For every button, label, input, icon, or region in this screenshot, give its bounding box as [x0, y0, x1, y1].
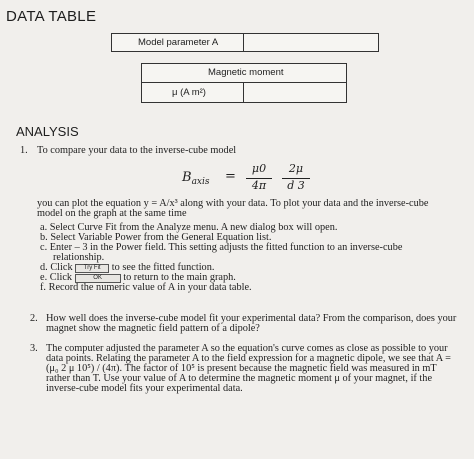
q1-para-line1: you can plot the equation y = A/x³ along with your data. To plot your data and the inverse-cube [37, 198, 429, 209]
analysis-heading: ANALYSIS [16, 124, 79, 139]
eq-lhs: $B_{axis}$ [182, 170, 210, 187]
magnetic-moment-label-cell [142, 83, 244, 102]
step-letter: d. [40, 262, 48, 273]
q2-line1: How well does the inverse-cube model fit your experimental data? From the comparison, does your [46, 313, 457, 324]
magnetic-moment-value-cell[interactable] [244, 83, 346, 102]
q1-para-line2: model on the graph at the same time [37, 208, 187, 219]
step-letter: b. [40, 232, 48, 243]
q3-line1: The computer adjusted the parameter A so the equation's curve comes as close as possible to your [46, 343, 448, 354]
model-parameter-label-cell [112, 34, 244, 51]
step-text: Select Variable Power from the General Equation list. [50, 232, 272, 243]
step-text: Select Curve Fit from the Analyze menu. A new dialog box will open. [49, 222, 338, 233]
step-text: relationship. [53, 252, 105, 263]
try-fit-button[interactable]: Try Fit [75, 264, 109, 273]
b-axis-equation [180, 160, 330, 196]
q1-text: To compare your data to the inverse-cube model [37, 145, 237, 156]
q1-number: 1. [20, 145, 28, 156]
step-letter: f. [40, 282, 47, 293]
eq-den1: 4π [251, 179, 267, 192]
step-text: Enter – 3 in the Power field. This setting adjusts the fitted function to an inverse-cube [49, 242, 403, 253]
q2-number: 2. [30, 313, 38, 324]
step-pre: Click [49, 272, 73, 283]
eq-equals: = [225, 169, 236, 184]
q3-line5: inverse-cube model fits your experimental data. [46, 383, 243, 394]
q3-line4: rather than T. Use your value of A to determine the magnetic moment μ of your magnet, if the [46, 373, 433, 384]
magnetic-moment-header: Magnetic moment [208, 67, 284, 78]
magnetic-moment-label: μ (A m²) [172, 87, 206, 98]
eq-lhs-sub: axis [191, 177, 210, 187]
step-text: to see the fitted function. [111, 262, 215, 273]
magnetic-moment-data-row [142, 83, 346, 102]
q1-step-f [40, 283, 252, 294]
magnetic-moment-header-row [142, 64, 346, 83]
q3-number: 3. [30, 343, 38, 354]
magnetic-moment-table [141, 63, 347, 103]
step-text: to return to the main graph. [123, 272, 236, 283]
step-text: Record the numeric value of A in your data table. [48, 282, 252, 293]
step-letter: e. [40, 272, 48, 283]
ok-button[interactable]: OK [75, 274, 121, 283]
step-letter: a. [40, 222, 48, 233]
step-pre: Click [50, 262, 73, 273]
q2-line2: magnet show the magnetic field pattern of a dipole? [46, 323, 260, 334]
step-letter: c. [40, 242, 48, 253]
q3-line2: data points. Relating the parameter A to the field expression for a magnetic dipole, we see that A = [46, 353, 451, 364]
model-parameter-table [111, 33, 379, 52]
model-parameter-label: Model parameter A [138, 37, 219, 48]
q3-line3: (μ₀ 2 μ 10⁵) / (4π). The factor of 10⁵ is present because the magnetic field was measured in mT [46, 363, 437, 374]
model-parameter-value-cell[interactable] [244, 34, 378, 51]
eq-num1: μ0 [251, 162, 267, 175]
page-title: DATA TABLE [6, 8, 97, 25]
eq-num2: 2μ [288, 162, 304, 175]
eq-den2: d 3 [287, 179, 305, 192]
